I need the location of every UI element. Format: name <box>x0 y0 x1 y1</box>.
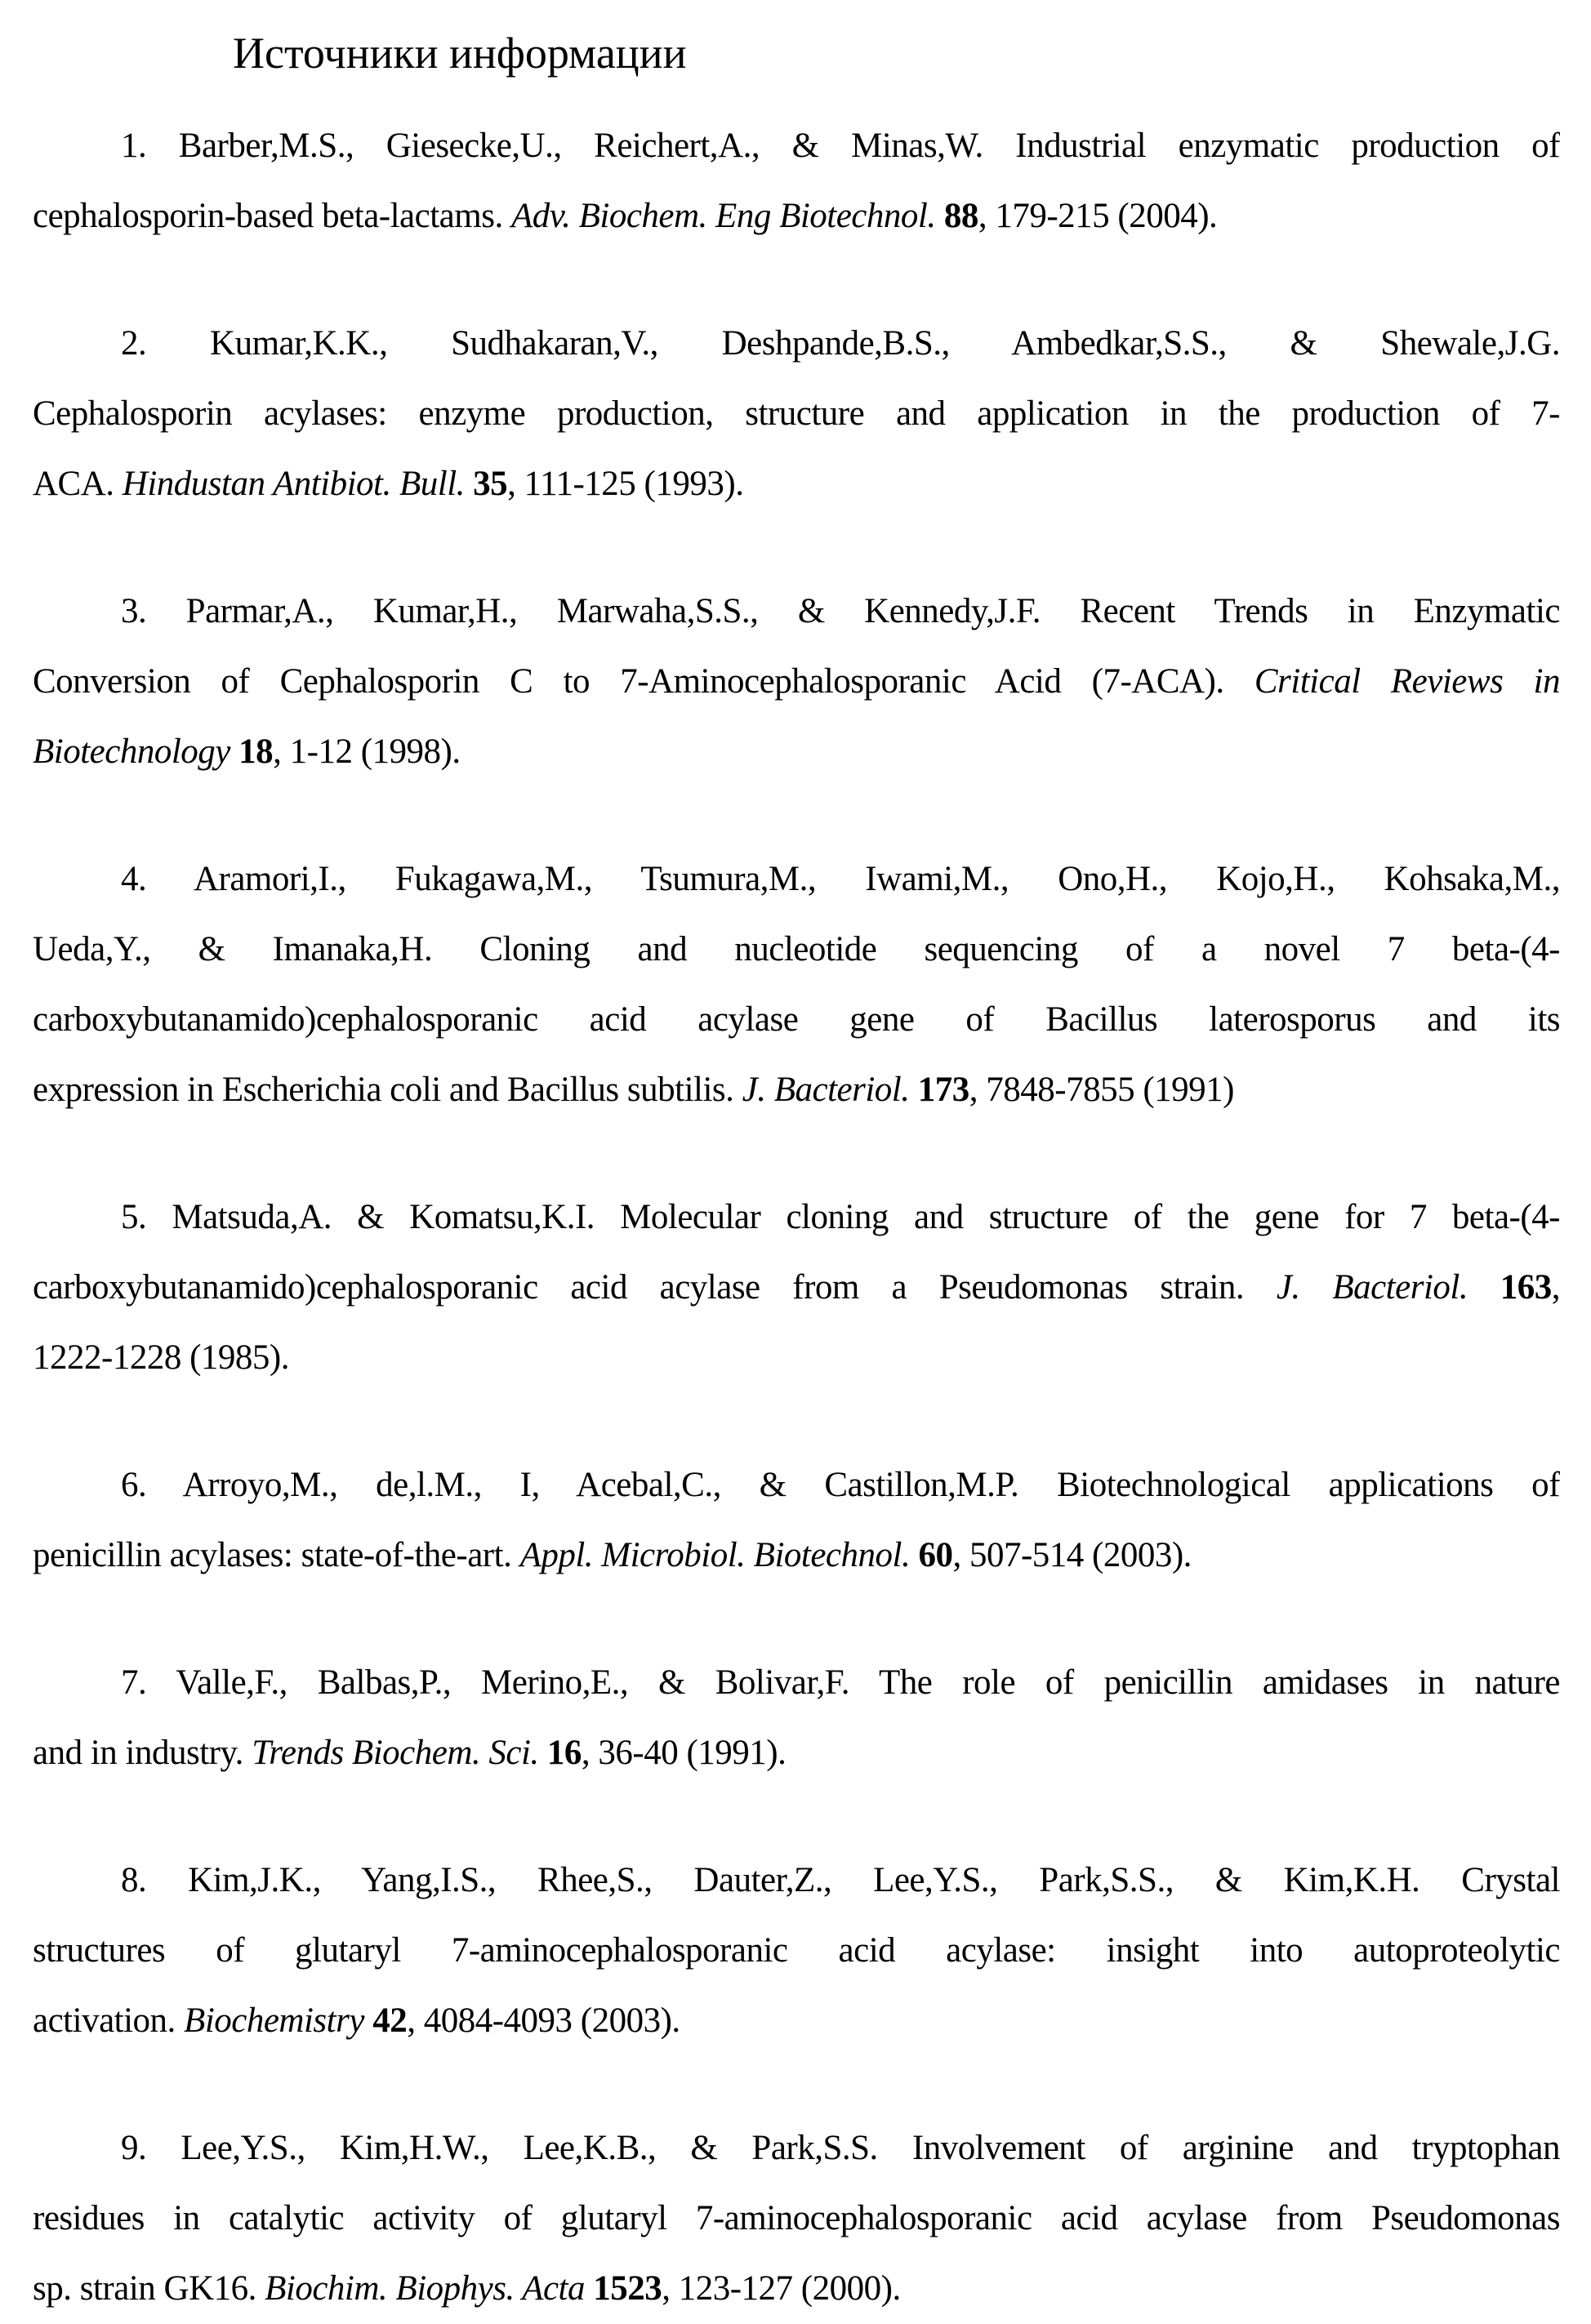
text-segment <box>230 732 238 771</box>
reference-line <box>33 1182 1560 1253</box>
text-segment: activation. <box>33 2001 185 2040</box>
volume-number: 18 <box>238 732 274 771</box>
volume-number: 60 <box>918 1536 953 1574</box>
journal-name: Appl. Microbiol. Biotechnol. <box>519 1536 911 1574</box>
reference-line <box>33 2113 1560 2184</box>
journal-name: J. Bacteriol. <box>1276 1268 1468 1307</box>
reference-line <box>33 717 1560 787</box>
reference-line <box>33 2254 1560 2324</box>
reference-8 <box>33 1845 1560 2056</box>
reference-line <box>33 181 1560 252</box>
journal-name: Adv. Biochem. Eng Biotechnol. <box>510 197 936 235</box>
reference-line <box>33 309 1560 379</box>
page-title: Источники информации <box>233 29 687 78</box>
text-segment: 2. Kumar,K.K., Sudhakaran,V., Deshpande,B.S., Ambedkar,S.S., & Shewale,J.G. <box>121 324 1560 363</box>
text-segment: 8. Kim,J.K., Yang,I.S., Rhee,S., Dauter,Z., Lee,Y.S., Park,S.S., & Kim,K.H. Crystal <box>121 1861 1560 1899</box>
reference-line <box>33 647 1560 717</box>
reference-line <box>33 577 1560 647</box>
text-segment: 7. Valle,F., Balbas,P., Merino,E., & Bolivar,F. The role of penicillin amidases in nature <box>121 1663 1560 1702</box>
journal-name: Biochim. Biophys. Acta <box>265 2269 585 2308</box>
reference-line <box>33 1845 1560 1916</box>
text-segment: 4. Aramori,I., Fukagawa,M., Tsumura,M., Iwami,M., Ono,H., Kojo,H., Kohsaka,M., <box>121 860 1560 898</box>
text-segment: , 507-514 (2003). <box>952 1536 1192 1574</box>
text-segment <box>465 465 473 503</box>
text-segment: Ueda,Y., & Imanaka,H. Cloning and nucleotide sequencing of a novel 7 beta-(4- <box>33 930 1560 968</box>
journal-name: Trends Biochem. Sci. <box>252 1734 539 1772</box>
text-segment: , 179-215 (2004). <box>978 197 1218 235</box>
volume-number: 35 <box>473 465 508 503</box>
reference-line <box>33 1253 1560 1323</box>
volume-number: 173 <box>917 1071 969 1109</box>
text-segment: penicillin acylases: state-of-the-art. <box>33 1536 520 1574</box>
reference-2 <box>33 309 1560 519</box>
text-segment: , <box>1551 1268 1560 1307</box>
reference-line <box>33 111 1560 181</box>
journal-name: Biotechnology <box>33 732 230 771</box>
text-segment: Cephalosporin acylases: enzyme production, structure and application in the production of 7- <box>33 394 1560 433</box>
reference-line <box>33 2184 1560 2254</box>
reference-6 <box>33 1450 1560 1591</box>
text-segment: carboxybutanamido)cephalosporanic acid acylase gene of Bacillus laterosporus and its <box>33 1000 1560 1039</box>
volume-number: 16 <box>546 1734 582 1772</box>
volume-number: 88 <box>943 197 978 235</box>
text-segment <box>910 1071 918 1109</box>
text-segment: sp. strain GK16. <box>33 2269 265 2308</box>
reference-9 <box>33 2113 1560 2324</box>
reference-line <box>33 1055 1560 1125</box>
journal-name: Hindustan Antibiot. Bull. <box>122 465 465 503</box>
text-segment <box>539 1734 547 1772</box>
text-segment <box>1468 1268 1500 1307</box>
reference-line <box>33 449 1560 519</box>
reference-3 <box>33 577 1560 787</box>
reference-line <box>33 1986 1560 2056</box>
text-segment <box>936 197 944 235</box>
reference-line <box>33 1718 1560 1788</box>
text-segment: Conversion of Cephalosporin C to 7-Aminocephalosporanic Acid (7-ACA). <box>33 662 1255 701</box>
text-segment: 1. Barber,M.S., Giesecke,U., Reichert,A., & Minas,W. Industrial enzymatic production of <box>121 127 1560 165</box>
text-segment: expression in Escherichia coli and Bacillus subtilis. <box>33 1071 742 1109</box>
text-segment: 5. Matsuda,A. & Komatsu,K.I. Molecular cloning and structure of the gene for 7 beta-(4- <box>121 1198 1560 1236</box>
text-segment: 6. Arroyo,M., de,l.M., I, Acebal,C., & Castillon,M.P. Biotechnological applications of <box>121 1466 1560 1504</box>
text-segment: 3. Parmar,A., Kumar,H., Marwaha,S.S., & Kennedy,J.F. Recent Trends in Enzymatic <box>121 592 1560 630</box>
text-segment: 1222-1228 (1985). <box>33 1338 289 1377</box>
volume-number: 42 <box>372 2001 408 2040</box>
reference-4 <box>33 844 1560 1125</box>
journal-name: Biochemistry <box>184 2001 364 2040</box>
reference-7 <box>33 1648 1560 1788</box>
text-segment: structures of glutaryl 7-aminocephalosporanic acid acylase: insight into autoproteolytic <box>33 1931 1560 1970</box>
reference-line <box>33 379 1560 449</box>
journal-name: Critical Reviews in <box>1254 662 1560 701</box>
text-segment: cephalosporin-based beta-lactams. <box>33 197 511 235</box>
reference-line <box>33 1520 1560 1591</box>
text-segment: carboxybutanamido)cephalosporanic acid acylase from a Pseudomonas strain. <box>33 1268 1277 1307</box>
text-segment <box>910 1536 918 1574</box>
text-segment: , 4084-4093 (2003). <box>407 2001 680 2040</box>
reference-5 <box>33 1182 1560 1393</box>
reference-line <box>33 844 1560 915</box>
text-segment: , 123-127 (2000). <box>662 2269 901 2308</box>
journal-name: J. Bacteriol. <box>742 1071 910 1109</box>
reference-line <box>33 985 1560 1055</box>
text-segment: , 36-40 (1991). <box>581 1734 787 1772</box>
reference-1 <box>33 111 1560 252</box>
reference-line <box>33 1916 1560 1986</box>
text-segment: 9. Lee,Y.S., Kim,H.W., Lee,K.B., & Park,S.S. Involvement of arginine and tryptophan <box>121 2129 1560 2167</box>
volume-number: 163 <box>1500 1268 1552 1307</box>
text-segment: ACA. <box>33 465 123 503</box>
text-segment <box>364 2001 372 2040</box>
reference-line <box>33 1450 1560 1520</box>
text-segment: and in industry. <box>33 1734 252 1772</box>
text-segment: , 111-125 (1993). <box>507 465 744 503</box>
text-segment: residues in catalytic activity of glutaryl 7-aminocephalosporanic acid acylase from Pseudomonas <box>33 2199 1560 2237</box>
text-segment <box>585 2269 593 2308</box>
text-segment: , 7848-7855 (1991) <box>969 1071 1234 1109</box>
reference-line <box>33 1323 1560 1393</box>
reference-line <box>33 915 1560 985</box>
volume-number: 1523 <box>593 2269 662 2308</box>
text-segment: , 1-12 (1998). <box>273 732 461 771</box>
reference-line <box>33 1648 1560 1718</box>
